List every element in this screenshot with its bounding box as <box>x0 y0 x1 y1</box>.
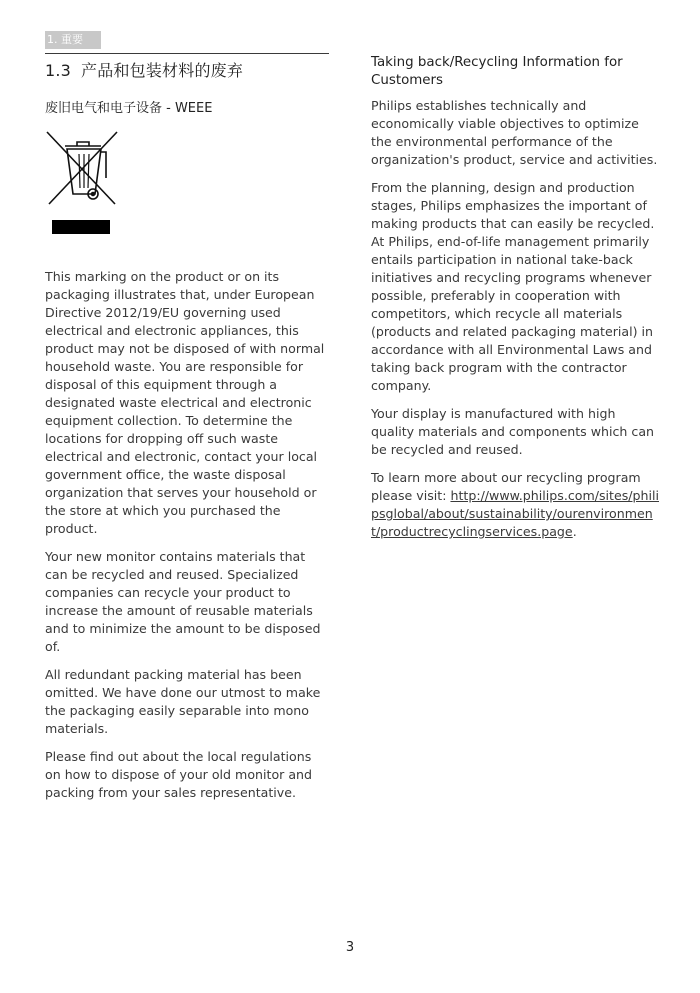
learn-more-paragraph <box>371 469 659 541</box>
left-paragraph-3: All redundant packing material has been omitted. We have done our utmost to make the packaging easily separable into mono materials. <box>45 667 321 736</box>
right-column <box>371 53 659 551</box>
right-paragraph-1: Philips establishes technically and economically viable objectives to optimize the environmental performance of the organization's product, service and activities. <box>371 98 658 167</box>
right-paragraph-3: Your display is manufactured with high quality materials and components which can be recycled and reused. <box>371 406 655 457</box>
weee-subheading: 废旧电气和电子设备 - WEEE <box>45 101 213 116</box>
left-paragraph-4: Please find out about the local regulations on how to dispose of your old monitor and packing from your sales representative. <box>45 749 313 800</box>
section-number: 1.3 <box>45 61 72 80</box>
left-paragraph-2: Your new monitor contains materials that can be recycled and reused. Specialized companies can recycle your product to increase the amount of reusable materials and to minimize the amount to be disposed of. <box>45 549 321 654</box>
crossed-out-wheelie-bin-icon <box>45 130 125 210</box>
right-paragraph-2: From the planning, design and production stages, Philips emphasizes the important of making products that can easily be recycled. At Philips, end-of-life management primarily entails participation in national take-back initiatives and recycling programs whenever possible, preferably in cooperation with competitors, which recycle all materials (products and related packaging material) in accordance with all Environmental Laws and taking back program with the contractor company. <box>371 180 655 393</box>
left-column <box>45 53 329 812</box>
recycling-heading: Taking back/Recycling Information for Customers <box>371 55 623 88</box>
left-paragraph-1: This marking on the product or on its packaging illustrates that, under European Directive 2012/19/EU governing used electrical and electronic appliances, this product may not be disposed of with normal household waste. You are responsible for disposal of this equipment through a designated waste electrical and electronic equipment collection. To determine the locations for dropping off such waste electrical and electronic, contact your local government office, the waste disposal organization that serves your household or the store at which you purchased the product. <box>45 269 325 536</box>
learn-more-prefix: To learn more about our recycling program please visit: <box>371 470 641 503</box>
weee-black-bar <box>52 220 110 234</box>
weee-symbol <box>45 130 125 240</box>
section-title: 产品和包装材料的废弃 <box>81 61 244 80</box>
chapter-tab: 1. 重要 <box>45 31 101 49</box>
page-number: 3 <box>345 940 355 955</box>
learn-more-suffix: . <box>572 524 577 539</box>
section-heading <box>45 53 329 81</box>
recycling-link[interactable]: http://www.philips.com/sites/philipsglobal/about/sustainability/ourenvironment/productrecyclingservices.page <box>371 488 659 539</box>
